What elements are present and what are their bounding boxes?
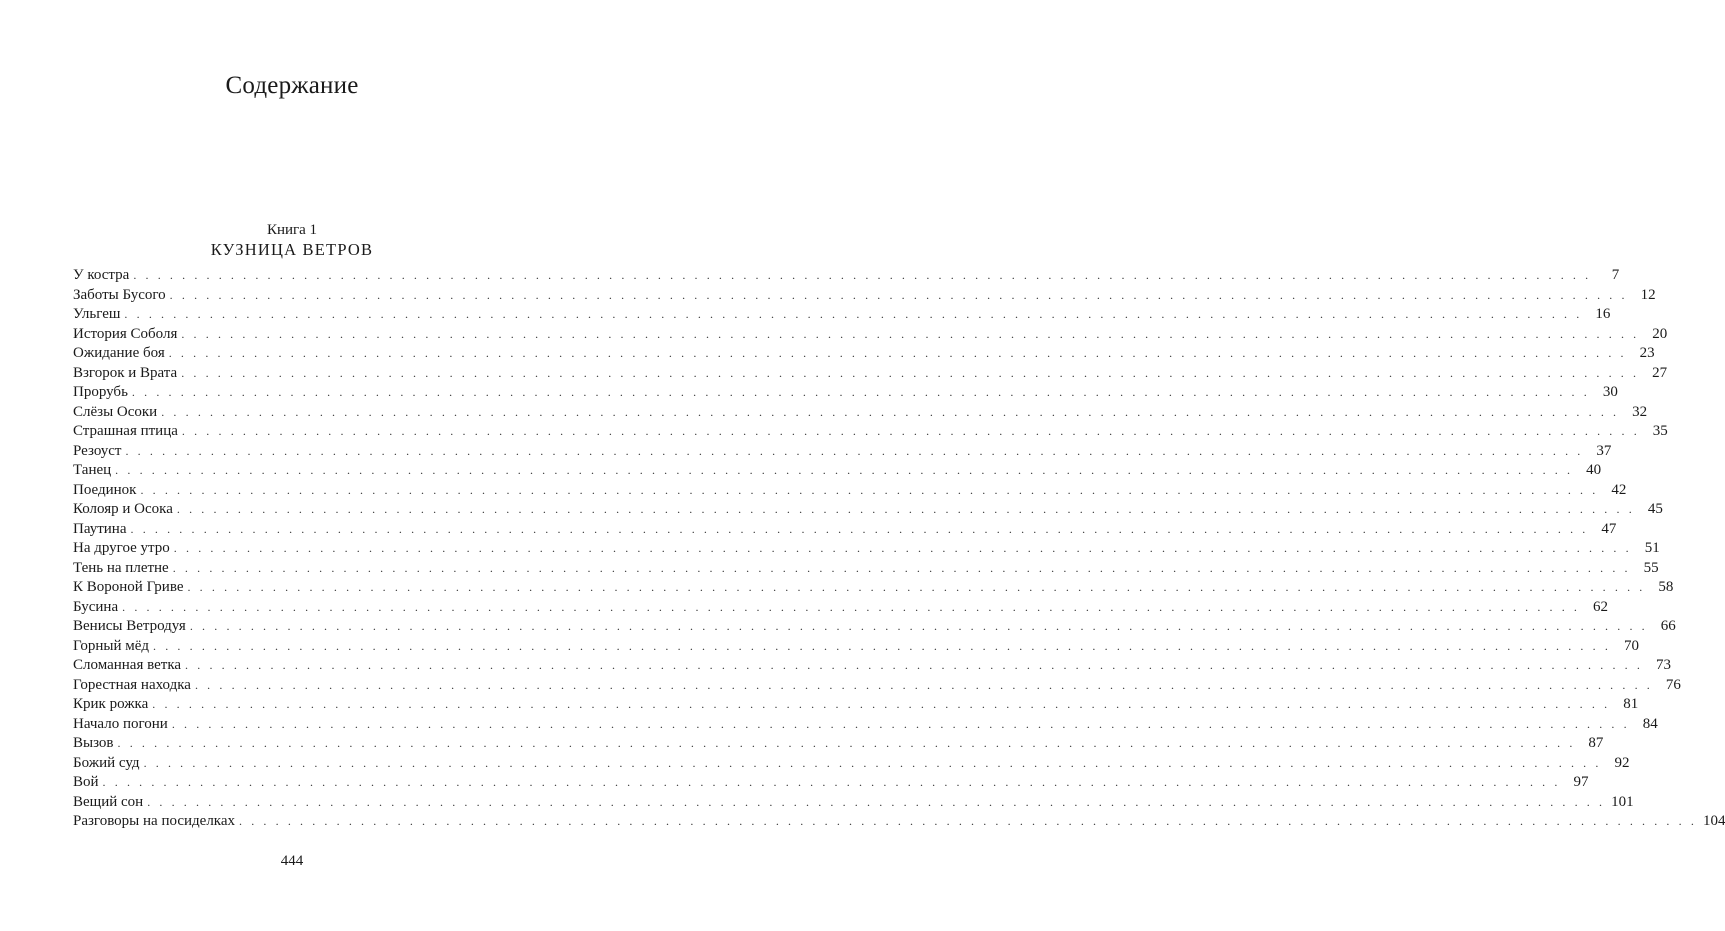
- toc-entry-page: 62: [1593, 598, 1609, 615]
- dot-leader: . . . . . . . . . . . . . . . . . . . . . . . . . . . . . . . . . . . . . . . . . . . . . . . . . . . . . . . . . . . . . . . . . . . . . . . . . . . . . . . . . . . . . . . . . . . . . . . . . . . . . . . . . . . . . . . . . . . . . . . .: [102, 775, 1561, 789]
- toc-entry-page: 92: [1614, 754, 1630, 771]
- toc-entry-title: Бусина: [73, 598, 119, 615]
- toc-entry-title: Горный мёд: [73, 637, 150, 654]
- book-title: КУЗНИЦА ВЕТРОВ: [210, 240, 374, 259]
- toc-entry: [73, 481, 1627, 501]
- toc-entry-title: Резоуст: [73, 442, 122, 459]
- toc-entry-page: 23: [1639, 345, 1655, 361]
- toc-entry-title: Венисы Ветродуя: [73, 618, 186, 634]
- dot-leader: . . . . . . . . . . . . . . . . . . . . . . . . . . . . . . . . . . . . . . . . . . . . . . . . . . . . . . . . . . . . . . . . . . . . . . . . . . . . . . . . . . . . . . . . . . . . . . . . . . . . . . . . . . . . . . . . . . . . . . . .: [124, 307, 1583, 321]
- toc-entry-title: Ожидание боя: [73, 345, 165, 361]
- book-label: Книга 1: [266, 222, 318, 238]
- table-of-contents: [73, 266, 1725, 832]
- toc-entry-page: 40: [1586, 462, 1602, 478]
- toc-entry-title: Страшная птица: [73, 423, 178, 439]
- toc-entry-title: Сломанная ветка: [73, 657, 182, 673]
- toc-entry-page: 35: [1652, 423, 1668, 439]
- dot-leader: . . . . . . . . . . . . . . . . . . . . . . . . . . . . . . . . . . . . . . . . . . . . . . . . . . . . . . . . . . . . . . . . . . . . . . . . . . . . . . . . . . . . . . . . . . . . . . . . . . . . . . . . . . . . . . . . . . . . . . . .: [152, 697, 1611, 711]
- toc-entry-page: 87: [1588, 735, 1604, 751]
- toc-entry-page: 58: [1658, 579, 1674, 595]
- dot-leader: . . . . . . . . . . . . . . . . . . . . . . . . . . . . . . . . . . . . . . . . . . . . . . . . . . . . . . . . . . . . . . . . . . . . . . . . . . . . . . . . . . . . . . . . . . . . . . . . . . . . . . . . . . . . . . . . . . . . . . . .: [239, 814, 1697, 828]
- toc-entry-title: Ульгеш: [73, 306, 121, 322]
- dot-leader: . . . . . . . . . . . . . . . . . . . . . . . . . . . . . . . . . . . . . . . . . . . . . . . . . . . . . . . . . . . . . . . . . . . . . . . . . . . . . . . . . . . . . . . . . . . . . . . . . . . . . . . . . . . . . . . . . . . . . . . .: [130, 521, 1589, 536]
- toc-entry-title: Слёзы Осоки: [73, 403, 158, 420]
- toc-entry-page: 70: [1623, 637, 1639, 654]
- dot-leader: . . . . . . . . . . . . . . . . . . . . . . . . . . . . . . . . . . . . . . . . . . . . . . . . . . . . . . . . . . . . . . . . . . . . . . . . . . . . . . . . . . . . . . . . . . . . . . . . . . . . . . . . . . . . . . . . . . . . . . . .: [189, 619, 1648, 633]
- toc-entry: [73, 715, 1658, 735]
- dot-leader: . . . . . . . . . . . . . . . . . . . . . . . . . . . . . . . . . . . . . . . . . . . . . . . . . . . . . . . . . . . . . . . . . . . . . . . . . . . . . . . . . . . . . . . . . . . . . . . . . . . . . . . . . . . . . . . . . . . . . . . .: [153, 638, 1611, 653]
- dot-leader: . . . . . . . . . . . . . . . . . . . . . . . . . . . . . . . . . . . . . . . . . . . . . . . . . . . . . . . . . . . . . . . . . . . . . . . . . . . . . . . . . . . . . . . . . . . . . . . . . . . . . . . . . . . . . . . . . . . . . . . .: [171, 716, 1630, 731]
- dot-leader: . . . . . . . . . . . . . . . . . . . . . . . . . . . . . . . . . . . . . . . . . . . . . . . . . . . . . . . . . . . . . . . . . . . . . . . . . . . . . . . . . . . . . . . . . . . . . . . . . . . . . . . . . . . . . . . . . . . . . . . .: [125, 443, 1584, 458]
- dot-leader: . . . . . . . . . . . . . . . . . . . . . . . . . . . . . . . . . . . . . . . . . . . . . . . . . . . . . . . . . . . . . . . . . . . . . . . . . . . . . . . . . . . . . . . . . . . . . . . . . . . . . . . . . . . . . . . . . . . . . . . .: [187, 580, 1646, 594]
- page-title: Содержание: [225, 72, 359, 99]
- toc-entry-page: 76: [1665, 676, 1681, 693]
- toc-entry-page: 32: [1632, 403, 1648, 420]
- toc-entry: [73, 266, 1620, 286]
- toc-entry: [73, 305, 1611, 325]
- toc-entry: [73, 578, 1674, 598]
- toc-entry-title: Поединок: [73, 481, 137, 498]
- toc-entry: [73, 403, 1648, 423]
- toc-entry-title: История Соболя: [73, 325, 178, 342]
- dot-leader: . . . . . . . . . . . . . . . . . . . . . . . . . . . . . . . . . . . . . . . . . . . . . . . . . . . . . . . . . . . . . . . . . . . . . . . . . . . . . . . . . . . . . . . . . . . . . . . . . . . . . . . . . . . . . . . . . . . . . . . .: [131, 385, 1590, 399]
- toc-entry-title: Вызов: [73, 735, 114, 751]
- dot-leader: . . . . . . . . . . . . . . . . . . . . . . . . . . . . . . . . . . . . . . . . . . . . . . . . . . . . . . . . . . . . . . . . . . . . . . . . . . . . . . . . . . . . . . . . . . . . . . . . . . . . . . . . . . . . . . . . . . . . . . . .: [185, 658, 1643, 672]
- toc-entry-page: 81: [1623, 696, 1639, 712]
- toc-entry-page: 37: [1596, 442, 1612, 459]
- toc-entry: [73, 656, 1671, 676]
- dot-leader: . . . . . . . . . . . . . . . . . . . . . . . . . . . . . . . . . . . . . . . . . . . . . . . . . . . . . . . . . . . . . . . . . . . . . . . . . . . . . . . . . . . . . . . . . . . . . . . . . . . . . . . . . . . . . . . . . . . . . . . .: [115, 463, 1574, 477]
- toc-entry-title: Колояр и Осока: [73, 501, 173, 517]
- page-number: 444: [280, 853, 304, 869]
- toc-entry-page: 84: [1642, 715, 1658, 732]
- toc-entry: [73, 383, 1618, 403]
- toc-entry-page: 55: [1643, 559, 1659, 576]
- toc-entry-title: К Вороной Гриве: [73, 579, 184, 595]
- toc-entry-page: 12: [1640, 286, 1656, 303]
- dot-leader: . . . . . . . . . . . . . . . . . . . . . . . . . . . . . . . . . . . . . . . . . . . . . . . . . . . . . . . . . . . . . . . . . . . . . . . . . . . . . . . . . . . . . . . . . . . . . . . . . . . . . . . . . . . . . . . . . . . . . . . .: [122, 599, 1581, 614]
- toc-entry: [73, 520, 1617, 540]
- toc-entry: [73, 793, 1634, 813]
- toc-entry-title: Вой: [73, 774, 99, 790]
- dot-leader: . . . . . . . . . . . . . . . . . . . . . . . . . . . . . . . . . . . . . . . . . . . . . . . . . . . . . . . . . . . . . . . . . . . . . . . . . . . . . . . . . . . . . . . . . . . . . . . . . . . . . . . . . . . . . . . . . . . . . . . .: [143, 755, 1602, 770]
- toc-entry: [73, 695, 1639, 715]
- toc-entry-title: Прорубь: [73, 384, 128, 400]
- toc-entry: [73, 754, 1630, 774]
- toc-entry-title: Тень на плетне: [73, 559, 169, 576]
- toc-entry-title: На другое утро: [73, 540, 170, 556]
- toc-entry-title: Крик рожка: [73, 696, 149, 712]
- dot-leader: . . . . . . . . . . . . . . . . . . . . . . . . . . . . . . . . . . . . . . . . . . . . . . . . . . . . . . . . . . . . . . . . . . . . . . . . . . . . . . . . . . . . . . . . . . . . . . . . . . . . . . . . . . . . . . . . . . . . . . . .: [117, 736, 1576, 750]
- toc-entry-title: Божий суд: [73, 754, 140, 771]
- toc-entry-title: Разговоры на посиделках: [73, 813, 236, 829]
- toc-entry-page: 97: [1573, 774, 1589, 790]
- toc-entry: [73, 500, 1663, 520]
- dot-leader: . . . . . . . . . . . . . . . . . . . . . . . . . . . . . . . . . . . . . . . . . . . . . . . . . . . . . . . . . . . . . . . . . . . . . . . . . . . . . . . . . . . . . . . . . . . . . . . . . . . . . . . . . . . . . . . . . . . . . . . .: [181, 326, 1640, 341]
- dot-leader: . . . . . . . . . . . . . . . . . . . . . . . . . . . . . . . . . . . . . . . . . . . . . . . . . . . . . . . . . . . . . . . . . . . . . . . . . . . . . . . . . . . . . . . . . . . . . . . . . . . . . . . . . . . . . . . . . . . . . . . .: [133, 268, 1592, 282]
- toc-entry-title: Паутина: [73, 520, 127, 537]
- toc-entry: [73, 461, 1602, 481]
- toc-entry-page: 51: [1644, 540, 1660, 556]
- dot-leader: . . . . . . . . . . . . . . . . . . . . . . . . . . . . . . . . . . . . . . . . . . . . . . . . . . . . . . . . . . . . . . . . . . . . . . . . . . . . . . . . . . . . . . . . . . . . . . . . . . . . . . . . . . . . . . . . . . . . . . . .: [147, 794, 1606, 809]
- toc-entry-page: 20: [1652, 325, 1668, 342]
- toc-entry: [73, 559, 1659, 579]
- toc-entry-page: 66: [1660, 618, 1676, 634]
- toc-entry-title: Горестная находка: [73, 676, 191, 693]
- dot-leader: . . . . . . . . . . . . . . . . . . . . . . . . . . . . . . . . . . . . . . . . . . . . . . . . . . . . . . . . . . . . . . . . . . . . . . . . . . . . . . . . . . . . . . . . . . . . . . . . . . . . . . . . . . . . . . . . . . . . . . . .: [140, 482, 1599, 497]
- toc-entry-page: 16: [1595, 306, 1611, 322]
- toc-entry-page: 45: [1647, 501, 1663, 517]
- toc-entry-page: 42: [1611, 481, 1627, 498]
- toc-entry-page: 73: [1655, 657, 1671, 673]
- toc-entry: [73, 325, 1668, 345]
- toc-entry-title: Танец: [73, 462, 112, 478]
- toc-entry-page: 101: [1611, 793, 1634, 810]
- toc-entry: [73, 344, 1655, 364]
- dot-leader: . . . . . . . . . . . . . . . . . . . . . . . . . . . . . . . . . . . . . . . . . . . . . . . . . . . . . . . . . . . . . . . . . . . . . . . . . . . . . . . . . . . . . . . . . . . . . . . . . . . . . . . . . . . . . . . . . . . . . . . .: [181, 365, 1640, 380]
- toc-entry-page: 7: [1611, 267, 1620, 283]
- toc-entry: [73, 617, 1676, 637]
- toc-entry-title: Вещий сон: [73, 793, 144, 810]
- dot-leader: . . . . . . . . . . . . . . . . . . . . . . . . . . . . . . . . . . . . . . . . . . . . . . . . . . . . . . . . . . . . . . . . . . . . . . . . . . . . . . . . . . . . . . . . . . . . . . . . . . . . . . . . . . . . . . . . . . . . . . . .: [169, 287, 1628, 302]
- dot-leader: . . . . . . . . . . . . . . . . . . . . . . . . . . . . . . . . . . . . . . . . . . . . . . . . . . . . . . . . . . . . . . . . . . . . . . . . . . . . . . . . . . . . . . . . . . . . . . . . . . . . . . . . . . . . . . . . . . . . . . . .: [181, 424, 1640, 438]
- dot-leader: . . . . . . . . . . . . . . . . . . . . . . . . . . . . . . . . . . . . . . . . . . . . . . . . . . . . . . . . . . . . . . . . . . . . . . . . . . . . . . . . . . . . . . . . . . . . . . . . . . . . . . . . . . . . . . . . . . . . . . . .: [172, 560, 1631, 575]
- dot-leader: . . . . . . . . . . . . . . . . . . . . . . . . . . . . . . . . . . . . . . . . . . . . . . . . . . . . . . . . . . . . . . . . . . . . . . . . . . . . . . . . . . . . . . . . . . . . . . . . . . . . . . . . . . . . . . . . . . . . . . . .: [168, 346, 1627, 360]
- toc-entry-page: 27: [1652, 364, 1668, 381]
- toc-entry-title: Начало погони: [73, 715, 168, 732]
- toc-entry: [73, 734, 1604, 754]
- toc-entry: [73, 364, 1668, 384]
- toc-entry: [73, 539, 1660, 559]
- toc-entry: [73, 812, 1725, 832]
- toc-entry-page: 30: [1602, 384, 1618, 400]
- dot-leader: . . . . . . . . . . . . . . . . . . . . . . . . . . . . . . . . . . . . . . . . . . . . . . . . . . . . . . . . . . . . . . . . . . . . . . . . . . . . . . . . . . . . . . . . . . . . . . . . . . . . . . . . . . . . . . . . . . . . . . . .: [194, 677, 1653, 692]
- toc-entry-title: Заботы Бусого: [73, 286, 166, 303]
- toc-entry-page: 47: [1601, 520, 1617, 537]
- toc-entry: [73, 286, 1656, 306]
- toc-entry: [73, 598, 1609, 618]
- toc-entry: [73, 422, 1668, 442]
- dot-leader: . . . . . . . . . . . . . . . . . . . . . . . . . . . . . . . . . . . . . . . . . . . . . . . . . . . . . . . . . . . . . . . . . . . . . . . . . . . . . . . . . . . . . . . . . . . . . . . . . . . . . . . . . . . . . . . . . . . . . . . .: [173, 541, 1632, 555]
- toc-entry-title: У костра: [73, 267, 130, 283]
- toc-entry: [73, 637, 1639, 657]
- toc-entry: [73, 773, 1589, 793]
- toc-entry: [73, 442, 1612, 462]
- toc-entry-page: 104: [1702, 813, 1725, 829]
- dot-leader: . . . . . . . . . . . . . . . . . . . . . . . . . . . . . . . . . . . . . . . . . . . . . . . . . . . . . . . . . . . . . . . . . . . . . . . . . . . . . . . . . . . . . . . . . . . . . . . . . . . . . . . . . . . . . . . . . . . . . . . .: [161, 404, 1620, 419]
- toc-entry-title: Взгорок и Врата: [73, 364, 178, 381]
- toc-entry: [73, 676, 1681, 696]
- dot-leader: . . . . . . . . . . . . . . . . . . . . . . . . . . . . . . . . . . . . . . . . . . . . . . . . . . . . . . . . . . . . . . . . . . . . . . . . . . . . . . . . . . . . . . . . . . . . . . . . . . . . . . . . . . . . . . . . . . . . . . . .: [176, 502, 1635, 516]
